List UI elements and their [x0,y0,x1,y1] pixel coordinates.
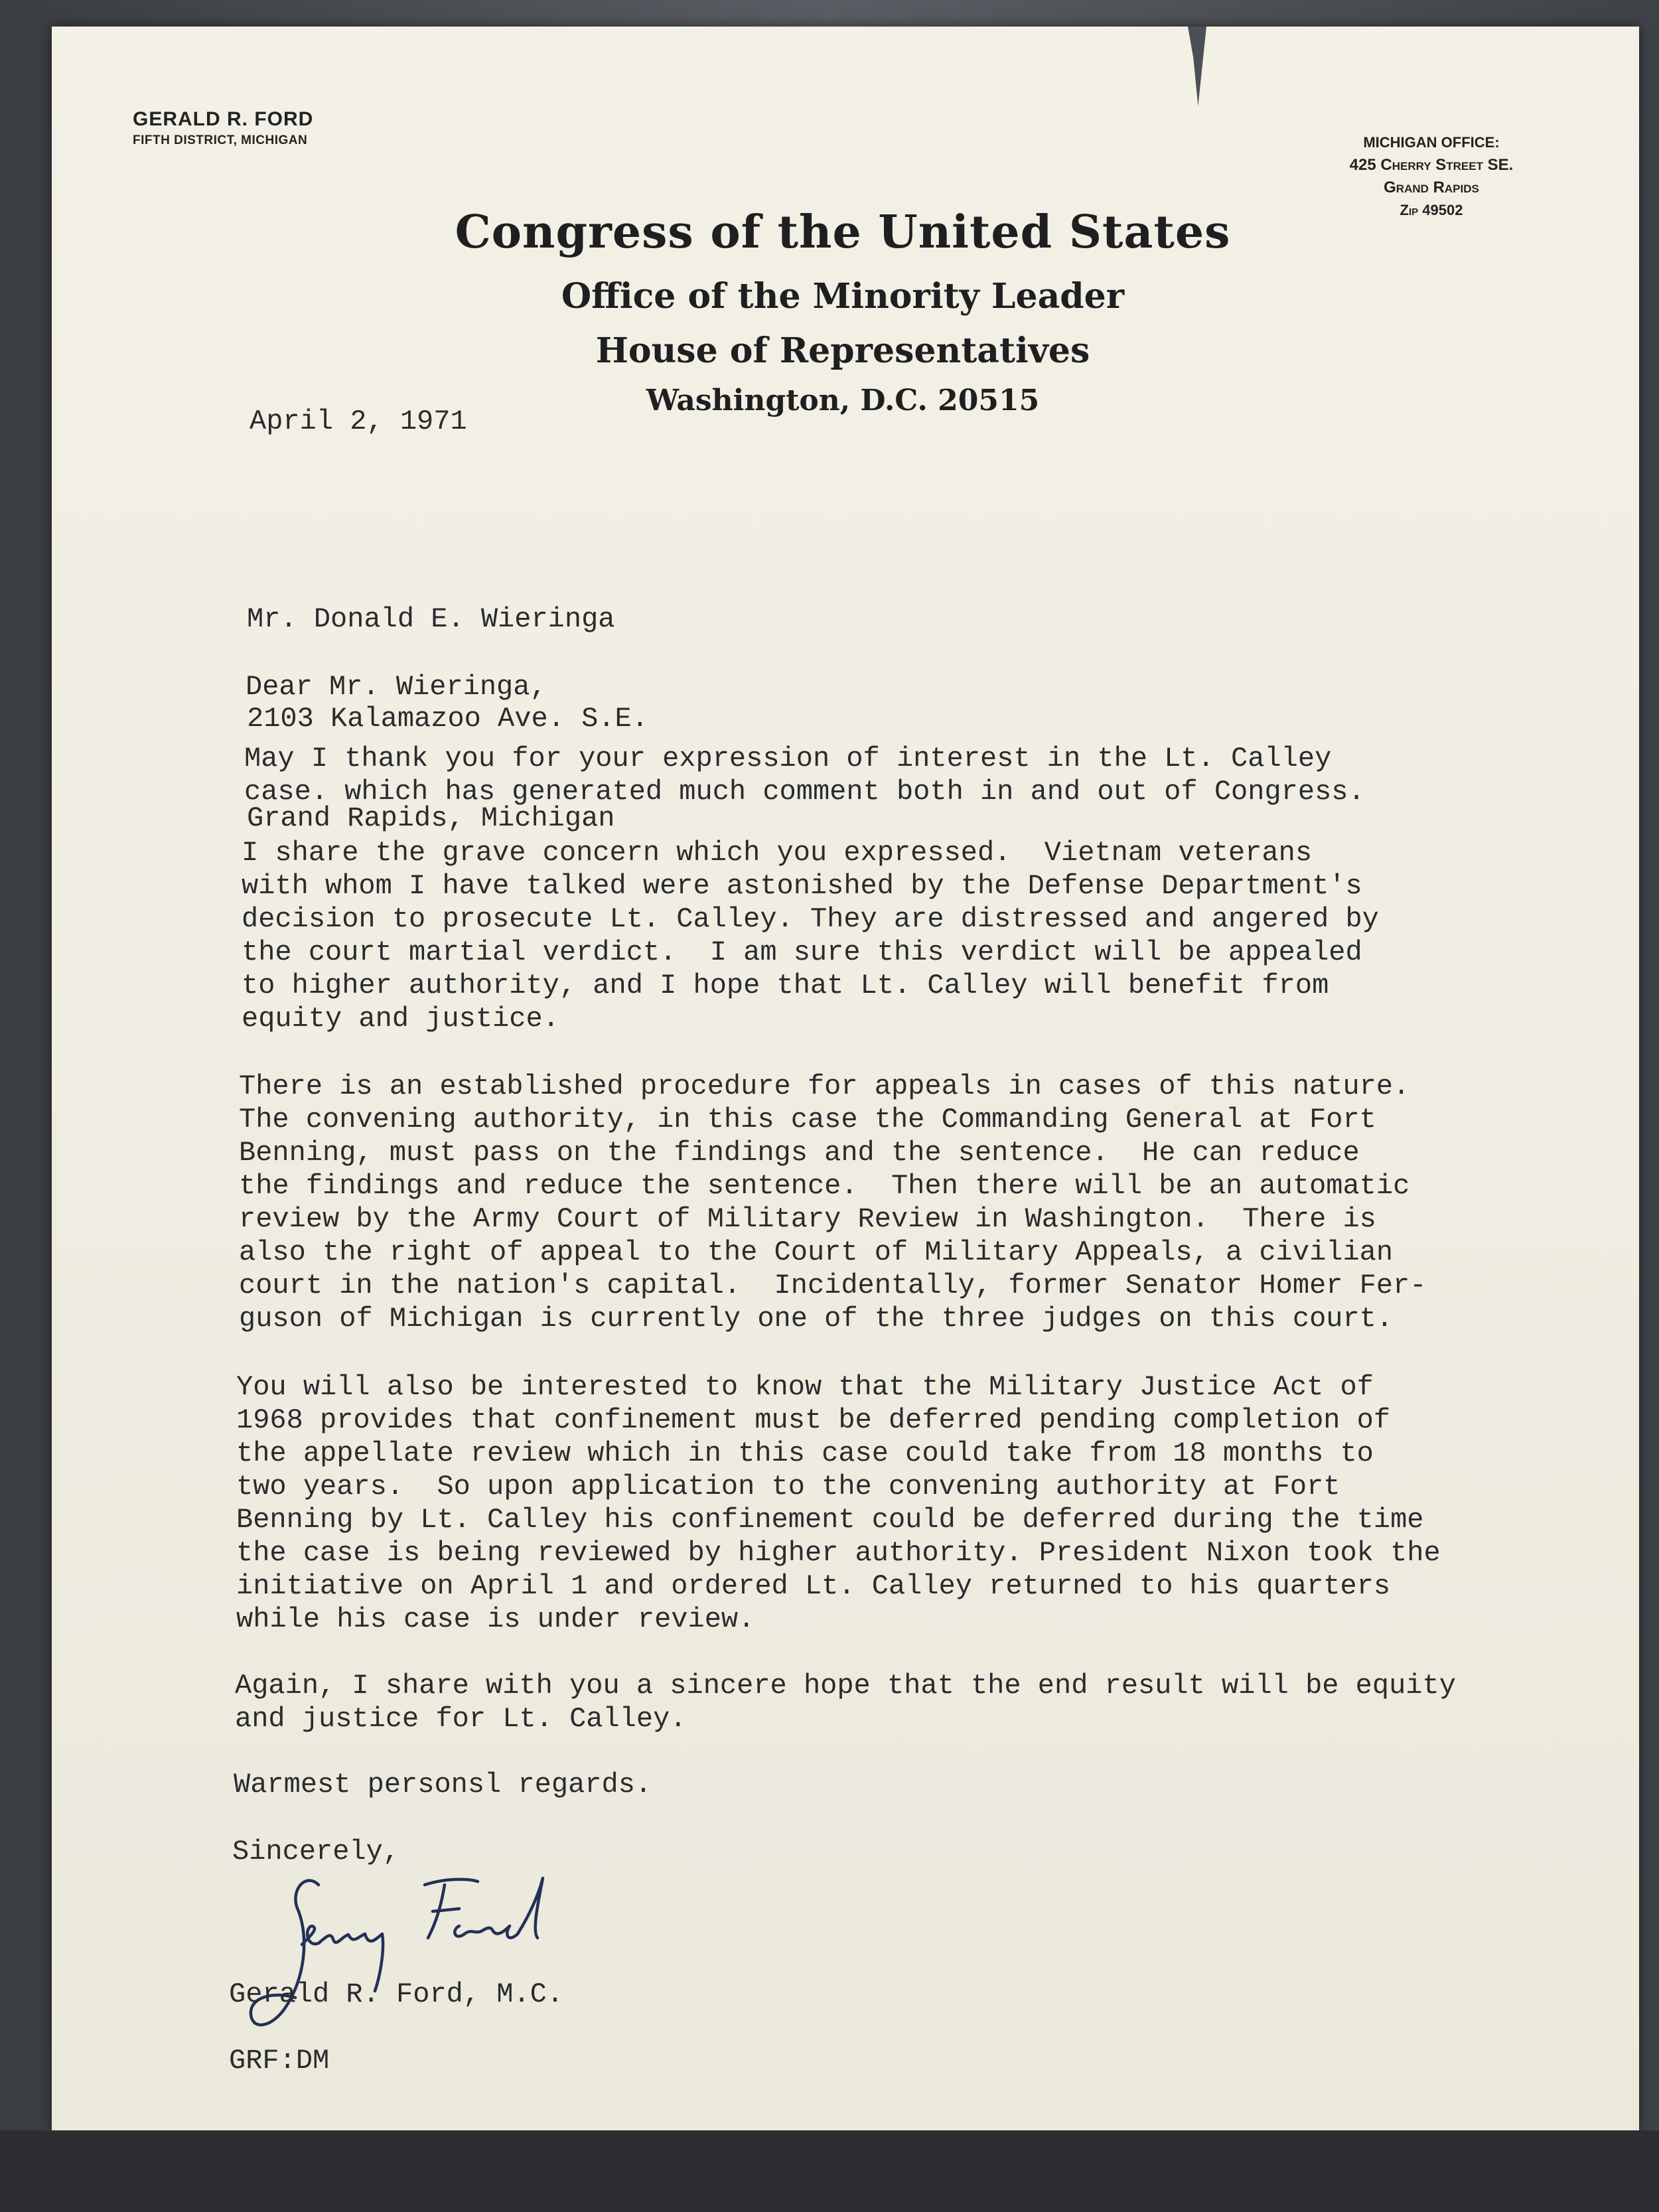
letter-date: April 2, 1971 [250,406,467,437]
body-paragraph: There is an established procedure for appeals in cases of this nature. The convening authority, in this case the Commanding General at Fort Benning, must pass on the findings and the sentence. He can reduce the findings and reduce the sentence. Then there will be an automatic review by the Army Court of Military Review in Washington. There is also the right of appeal to the Court of Military Appeals, a civilian court in the nation's capital. Incidentally, former Senator Homer Fer- guson of Michigan is currently one of the three judges on this court. [239,1070,1427,1335]
body-paragraph: Again, I share with you a sincere hope that the end result will be equity and justice for Lt. Calley. [235,1670,1456,1735]
signature-stroke-f [425,1880,478,1938]
michigan-office-block [1319,131,1544,222]
signature-stroke-ord [455,1878,543,1938]
typed-signature-name: Gerald R. Ford, M.C. [229,1978,564,2010]
salutation: Dear Mr. Wieringa, [246,671,547,703]
address-line: Grand Rapids, Michigan [247,802,615,834]
sender-district: FIFTH DISTRICT, MICHIGAN [133,133,308,147]
michigan-office-city: Grand Rapids [1384,179,1479,196]
body-paragraph: I share the grave concern which you expressed. Vietnam veterans with whom I have talked were astonished by the Defense Department's decision to prosecute Lt. Calley. They are distressed and angered by the court martial verdict. I am sure this verdict will be appealed to higher authority, and I hope that Lt. Calley will benefit from equity and justice. [242,837,1379,1035]
address-line: Mr. Donald E. Wieringa [247,603,615,635]
michigan-office-zip: Zip 49502 [1400,202,1463,218]
bottom-edge [0,2130,1659,2212]
letterhead-office: Office of the Minority Leader [561,276,1125,317]
michigan-office-label: MICHIGAN OFFICE: [1363,134,1500,151]
regards-line: Warmest personsl regards. [234,1769,652,1801]
typist-initials: GRF:DM [229,2045,330,2077]
letterhead-city: Washington, D.C. 20515 [646,384,1040,417]
address-line: 2103 Kalamazoo Ave. S.E. [247,703,648,735]
sender-name: GERALD R. FORD [133,108,314,130]
handwritten-signature [226,1865,650,2037]
body-paragraph: You will also be interested to know that the Military Justice Act of 1968 provides that confinement must be deferred pending completion of the appellate review which in this case could take from 18 months to two years. So upon application to the convening authority at Fort Benning by Lt. Calley his confinement could be deferred during the time the case is being reviewed by higher authority. President Nixon took the initiative on April 1 and ordered Lt. Calley returned to his quarters while his case is under review. [236,1371,1441,1635]
closing-line: Sincerely, [232,1836,400,1868]
letterhead-house: House of Representatives [595,331,1090,371]
body-paragraph: May I thank you for your expression of interest in the Lt. Calley case. which has generated much comment both in and out of Congress. [244,743,1365,808]
michigan-office-street: 425 Cherry Street SE. [1349,156,1514,174]
sender-block [133,108,313,148]
letterhead-title: Congress of the United States [455,206,1231,259]
